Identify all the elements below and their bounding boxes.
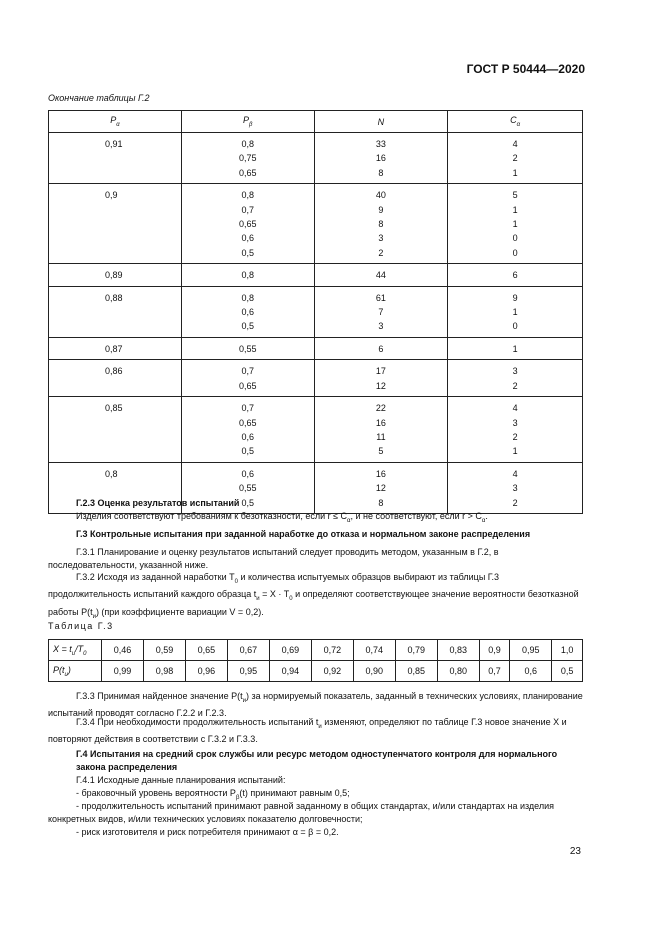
cell-n bbox=[314, 133, 448, 184]
table-cell: 0,96 bbox=[185, 661, 227, 682]
table-g2-caption: Окончание таблицы Г.2 bbox=[48, 93, 150, 103]
table-cell: 0,72 bbox=[311, 640, 353, 661]
cell-value: 61 bbox=[375, 292, 386, 303]
cell-value: 0 bbox=[512, 247, 518, 258]
cell-value: 4 bbox=[512, 468, 518, 479]
cell-c bbox=[448, 133, 583, 184]
table-cell: 0,99 bbox=[102, 661, 144, 682]
cell-value: 0,6 bbox=[241, 468, 254, 479]
cell-value: 16 bbox=[375, 153, 386, 164]
g4-heading: Г.4 Испытания на средний срок службы или ресурс методом одноступенчатого контроля для нормального закона распределения bbox=[76, 749, 558, 772]
page-number: 23 bbox=[569, 846, 581, 857]
cell-value: 0,8 bbox=[241, 292, 254, 303]
cell-pb bbox=[181, 397, 314, 463]
row-label-p: $P(t_и)$ bbox=[49, 661, 102, 682]
cell-value: 0,7 bbox=[241, 204, 254, 215]
cell-pb bbox=[181, 184, 314, 264]
cell-value: 3 bbox=[512, 366, 518, 377]
cell-value: 0,6 bbox=[241, 233, 254, 244]
cell-value: 7 bbox=[378, 307, 384, 318]
cell-value: 8 bbox=[378, 497, 384, 508]
cell-value: 12 bbox=[375, 380, 386, 391]
table-g3-caption: Таблица Г.3 bbox=[48, 621, 114, 631]
table-g2 bbox=[48, 110, 583, 514]
cell-p-alpha: 0,86 bbox=[49, 360, 182, 397]
cell-pb bbox=[181, 286, 314, 337]
cell-value: 0,8 bbox=[241, 139, 254, 149]
table-cell: 0,65 bbox=[185, 640, 227, 661]
cell-c bbox=[448, 360, 583, 397]
cell-value: 0,65 bbox=[238, 219, 257, 230]
cell-c bbox=[448, 286, 583, 337]
table-row bbox=[49, 397, 583, 463]
cell-value: 0,65 bbox=[238, 167, 257, 178]
table-cell: 0,80 bbox=[437, 661, 479, 682]
table-cell: 0,46 bbox=[102, 640, 144, 661]
cell-value: 1 bbox=[512, 204, 518, 215]
cell-value: 1 bbox=[512, 219, 518, 230]
cell-value: 1 bbox=[512, 446, 518, 457]
table-cell: 0,59 bbox=[143, 640, 185, 661]
cell-value: 22 bbox=[375, 403, 386, 414]
cell-pb bbox=[181, 133, 314, 184]
g4-p1: Г.4.1 Исходные данные планирования испытаний: bbox=[76, 775, 286, 785]
cell-value: 0,6 bbox=[241, 307, 254, 318]
header-p-beta: $P_\beta$ bbox=[181, 111, 314, 133]
g23-heading: Г.2.3 Оценка результатов испытаний bbox=[76, 498, 240, 508]
cell-n bbox=[314, 360, 448, 397]
cell-c bbox=[448, 337, 583, 359]
cell-c bbox=[448, 397, 583, 463]
g4-bullet-1: - браковочный уровень вероятности $P_\beta(t)$ принимают равным 0,5; bbox=[76, 788, 350, 801]
cell-p-alpha: 0,87 bbox=[49, 337, 182, 359]
cell-value: 2 bbox=[512, 497, 518, 508]
header-p-alpha: $P_\alpha$ bbox=[49, 111, 182, 133]
cell-value: 33 bbox=[375, 139, 386, 149]
table-row bbox=[49, 264, 583, 286]
table-cell: 0,7 bbox=[479, 661, 510, 682]
table-cell: 0,83 bbox=[437, 640, 479, 661]
table-cell: 0,67 bbox=[227, 640, 269, 661]
cell-value: 0,7 bbox=[241, 366, 254, 377]
cell-value: 16 bbox=[375, 417, 386, 428]
g33-p1: Г.3.3 Принимая найденное значение $P(t_и)$ за нормируемый показатель, заданный в технических условиях, планирование испытаний проводят согласно Г.2.2 и Г.2.3. bbox=[48, 691, 583, 719]
cell-p-alpha: 0,91 bbox=[49, 133, 182, 184]
cell-value: 44 bbox=[375, 270, 386, 281]
cell-value: 11 bbox=[376, 431, 386, 442]
cell-value: 0,5 bbox=[241, 497, 254, 508]
table-cell: 0,98 bbox=[143, 661, 185, 682]
table-cell: 0,69 bbox=[269, 640, 311, 661]
table-cell: 0,6 bbox=[510, 661, 552, 682]
cell-n bbox=[314, 286, 448, 337]
cell-value: 5 bbox=[378, 446, 384, 457]
cell-value: 0,55 bbox=[238, 343, 257, 354]
cell-pb bbox=[181, 337, 314, 359]
cell-value: 9 bbox=[512, 292, 518, 303]
cell-value: 0,5 bbox=[241, 247, 254, 258]
cell-n bbox=[314, 337, 448, 359]
cell-value: 0,7 bbox=[241, 403, 254, 414]
header-c-alpha: $C_\alpha$ bbox=[448, 111, 583, 133]
cell-value: 1 bbox=[512, 167, 518, 178]
section-g23 bbox=[76, 497, 583, 527]
cell-p-alpha: 0,9 bbox=[49, 184, 182, 264]
g3-p1: Г.3.1 Планирование и оценку результатов испытаний следует проводить методом, указанным в Г.2, в последовательности, указанной ниже. bbox=[48, 547, 499, 570]
table-row bbox=[49, 360, 583, 397]
g23-text: Изделия соответствуют требованиям к безотказности, если $r \le C_\alpha$, и не соответствуют, если $r > C_\alpha$. bbox=[76, 510, 488, 524]
table-g2-body bbox=[49, 133, 583, 514]
table-cell: 0,94 bbox=[269, 661, 311, 682]
cell-p-alpha: 0,89 bbox=[49, 264, 182, 286]
cell-c bbox=[448, 184, 583, 264]
cell-value: 4 bbox=[512, 139, 518, 149]
g3-heading: Г.3 Контрольные испытания при заданной наработке до отказа и нормальном законе распределения bbox=[76, 529, 531, 539]
table-cell: 0,5 bbox=[552, 661, 583, 682]
header-n: N bbox=[314, 111, 448, 133]
cell-value: 0,65 bbox=[238, 417, 257, 428]
section-g3 bbox=[76, 528, 583, 541]
cell-value: 0 bbox=[512, 233, 518, 244]
cell-value: 0,5 bbox=[241, 321, 254, 332]
cell-p-alpha: 0,85 bbox=[49, 397, 182, 463]
cell-value: 0,6 bbox=[241, 431, 254, 442]
table-cell: 0,95 bbox=[227, 661, 269, 682]
table-row bbox=[49, 133, 583, 184]
cell-value: 3 bbox=[378, 233, 384, 244]
cell-value: 1 bbox=[512, 343, 518, 354]
cell-value: 6 bbox=[378, 343, 384, 354]
g4-bullet-3: - риск изготовителя и риск потребителя принимают α = β = 0,2. bbox=[76, 827, 339, 837]
cell-c bbox=[448, 264, 583, 286]
table-row bbox=[49, 337, 583, 359]
cell-value: 3 bbox=[378, 321, 384, 332]
table-row bbox=[49, 286, 583, 337]
cell-value: 40 bbox=[375, 190, 386, 201]
cell-value: 0,8 bbox=[241, 270, 254, 281]
cell-value: 12 bbox=[375, 483, 386, 494]
table-cell: 0,92 bbox=[311, 661, 353, 682]
cell-value: 0,8 bbox=[241, 190, 254, 201]
cell-value: 0,75 bbox=[238, 153, 257, 164]
cell-n bbox=[314, 184, 448, 264]
cell-value: 2 bbox=[378, 247, 384, 258]
cell-n bbox=[314, 264, 448, 286]
cell-value: 0,5 bbox=[241, 446, 254, 457]
table-cell: 0,9 bbox=[479, 640, 510, 661]
table-cell: 0,79 bbox=[395, 640, 437, 661]
cell-pb bbox=[181, 264, 314, 286]
cell-value: 17 bbox=[375, 366, 386, 377]
cell-pb bbox=[181, 360, 314, 397]
cell-value: 0,65 bbox=[238, 380, 257, 391]
cell-value: 6 bbox=[512, 270, 518, 281]
g3-p2: Г.3.2 Исходя из заданной наработки $T_0$ и количества испытуемых образцов выбирают из таблицы Г.3 продолжительность испытаний каждого образца $t_и = X \cdot T_0$ и определяют соответствующее значение вероятности безотказной работы $P(t_и)$ (при коэффициенте вариации V = 0,2). bbox=[48, 572, 579, 620]
table-cell: 0,90 bbox=[353, 661, 395, 682]
cell-value: 5 bbox=[512, 190, 518, 201]
cell-value: 2 bbox=[512, 153, 518, 164]
standard-number: ГОСТ Р 50444—2020 bbox=[466, 62, 585, 76]
cell-value: 8 bbox=[378, 219, 384, 230]
cell-value: 8 bbox=[378, 167, 384, 178]
cell-value: 0,55 bbox=[238, 483, 257, 494]
table-row bbox=[49, 184, 583, 264]
table-cell: 0,85 bbox=[395, 661, 437, 682]
row-label-x: $X = t_и/T_0$ bbox=[49, 640, 102, 661]
cell-value: 4 bbox=[512, 403, 518, 414]
cell-n bbox=[314, 397, 448, 463]
table-header-row bbox=[49, 111, 583, 133]
g34-p: Г.3.4 При необходимости продолжительность испытаний $t_и$ изменяют, определяют по таблице Г.3 новое значение X и повторяют действия в соответствии с Г.3.2 и Г.3.3. bbox=[48, 717, 567, 745]
table-cell: 0,74 bbox=[353, 640, 395, 661]
cell-value: 0 bbox=[512, 321, 518, 332]
cell-p-alpha: 0,8 bbox=[49, 462, 182, 513]
cell-value: 2 bbox=[512, 380, 518, 391]
g4-bullet-2: - продолжительность испытаний принимают равной заданному в общих стандартах, и/или стандартах на изделия конкретных видов, и/или технических условиях показателю долговечности; bbox=[48, 801, 555, 824]
cell-value: 2 bbox=[512, 431, 518, 442]
cell-value: 3 bbox=[512, 417, 518, 428]
cell-value: 3 bbox=[512, 483, 518, 494]
cell-value: 16 bbox=[375, 468, 386, 479]
table-cell: 0,95 bbox=[510, 640, 552, 661]
table-row bbox=[49, 640, 583, 661]
table-g3 bbox=[48, 639, 583, 682]
table-row bbox=[49, 661, 583, 682]
cell-value: 1 bbox=[512, 307, 518, 318]
cell-p-alpha: 0,88 bbox=[49, 286, 182, 337]
cell-value: 9 bbox=[378, 204, 384, 215]
table-cell: 1,0 bbox=[552, 640, 583, 661]
